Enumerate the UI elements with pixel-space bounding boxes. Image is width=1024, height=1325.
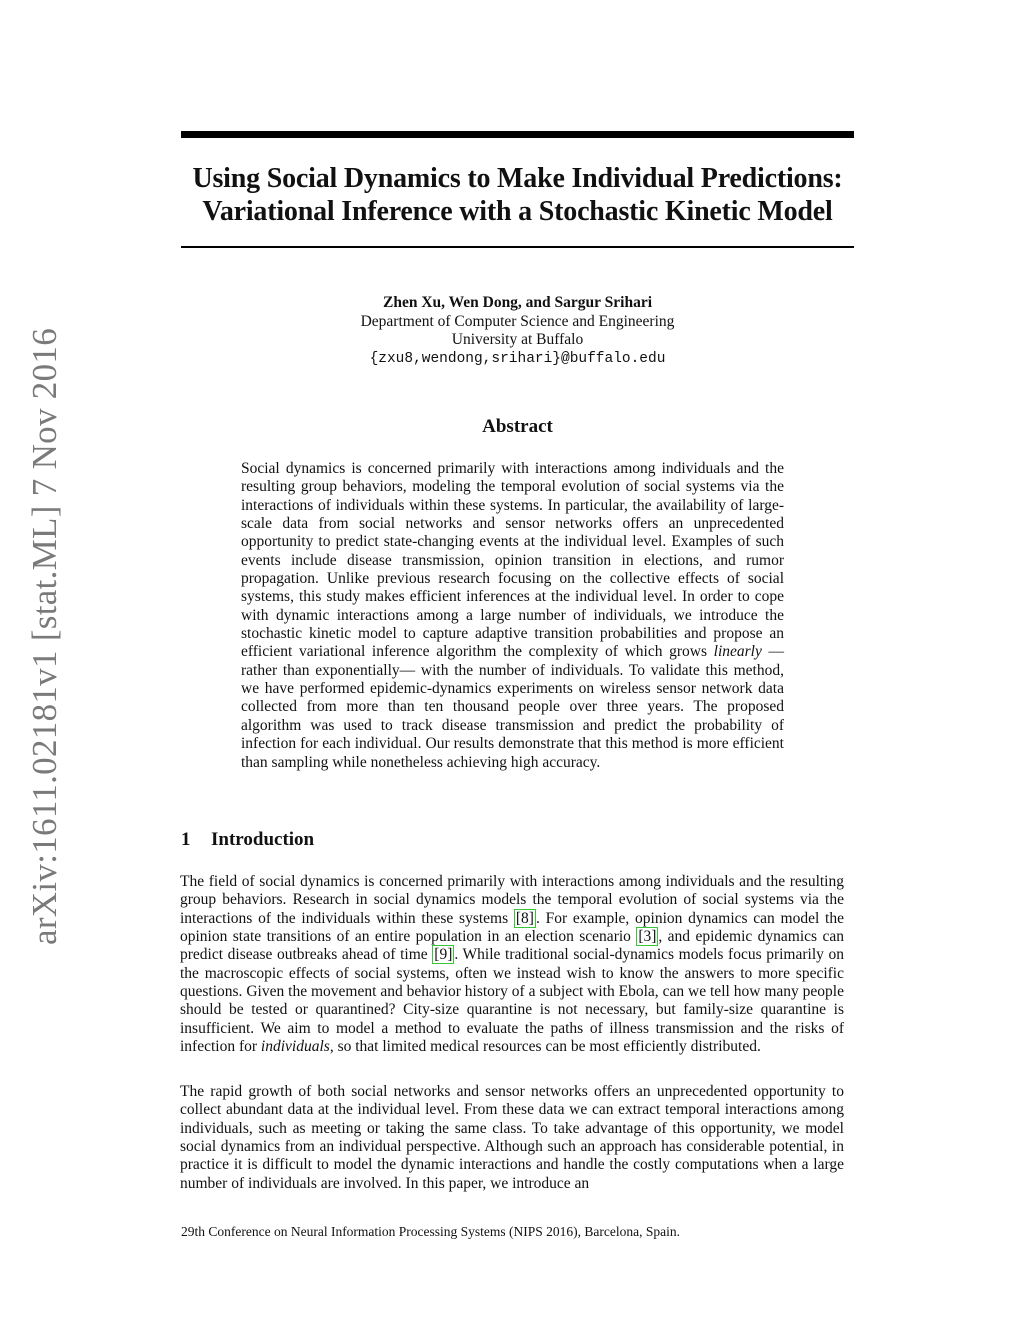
p1-text-a: The field of social dynamics is concerned primarily with interactions among individuals and the resulting group behaviors. Research in social dynamics models the temporal evolution of social systems via the interactions of the individuals within these systems (180, 873, 844, 927)
citation-link[interactable]: [8] (515, 909, 534, 927)
author-email[interactable]: {zxu8,wendong,srihari}@buffalo.edu (369, 350, 666, 367)
section-heading-introduction (181, 829, 314, 851)
title-line-2: Variational Inference with a Stochastic Kinetic Model (202, 196, 833, 227)
abstract-text-1: Social dynamics is concerned primarily with interactions among individuals and the resulting group behaviors, modeling the temporal evolution of social systems via the interactions of individuals within these systems. In particular, the availability of large-scale data from social networks and sensor networks offers an unprecedented opportunity to predict state-changing events at the individual level. Examples of such events include disease transmission, opinion transition in elections, and rumor propagation. Unlike previous research focusing on the collective effects of social systems, this study makes efficient inferences at the individual level. In order to cope with dynamic interactions among a large number of individuals, we introduce the stochastic kinetic model to capture adaptive transition probabilities and propose an efficient variational inference algorithm the complexity of which grows (241, 460, 784, 661)
intro-paragraph-1 (180, 873, 844, 1056)
author-names: Zhen Xu, Wen Dong, and Sargur Srihari (382, 294, 653, 311)
paper-title (150, 162, 885, 228)
citation-link[interactable]: [9] (434, 946, 453, 964)
section-title: Introduction (211, 829, 315, 850)
p1-text-c: , and epidemic dynamics can predict disease outbreaks ahead of time (180, 928, 844, 964)
conference-footnote: 29th Conference on Neural Information Processing Systems (NIPS 2016), Barcelona, Spain. (181, 1224, 681, 1239)
author-university: University at Buffalo (451, 331, 584, 348)
citation-link[interactable]: [3] (638, 928, 657, 946)
intro-paragraph-2: The rapid growth of both social networks and sensor networks offers an unprecedented opportunity to collect abundant data at the individual level. From these data we can extract temporal interactions among individuals, such as meeting or taking the same class. To take advantage of this opportunity, we model social dynamics from an individual perspective. Although such an approach has considerable potential, in practice it is difficult to model the dynamic interactions and handle the costly computations when a large number of individuals are involved. In this paper, we introduce an (180, 1083, 844, 1192)
p1-emphasis: individuals (260, 1038, 330, 1056)
abstract-text-2: — rather than exponentially— with the number of individuals. To validate this method, we have performed epidemic-dynamics experiments on wireless sensor network data collected from more than ten thousand people over three years. The proposed algorithm was used to track disease transmission and predict the probability of infection for each individual. Our results demonstrate that this method is more efficient than sampling while nonetheless achieving high accuracy. (241, 643, 784, 771)
p1-text-b: . For example, opinion dynamics can model the opinion state transitions of an entire population in an election scenario (180, 909, 844, 946)
abstract-body (241, 460, 784, 772)
section-number: 1 (181, 829, 191, 850)
title-line-1: Using Social Dynamics to Make Individual Predictions: (192, 163, 843, 194)
arxiv-identifier: arXiv:1611.02181v1 [stat.ML] 7 Nov 2016 (25, 327, 64, 945)
p1-text-d: . While traditional social-dynamics models focus primarily on the macroscopic effects of social systems, often we instead wish to know the answers to more specific questions. Given the movement and behavior history of a subject with Ebola, can we tell how many people should be tested or quarantined? City-size quarantine is not necessary, but family-size quarantine is insufficient. We aim to model a method to evaluate the paths of illness transmission and the risks of infection for (180, 946, 844, 1056)
title-top-rule (181, 131, 854, 138)
author-block (180, 294, 855, 368)
author-department: Department of Computer Science and Engineering (360, 312, 675, 330)
abstract-heading: Abstract (482, 416, 553, 437)
abstract-emphasis: linearly (713, 643, 762, 661)
title-bottom-rule (181, 246, 854, 248)
p1-text-e: , so that limited medical resources can be most efficiently distributed. (329, 1038, 761, 1056)
